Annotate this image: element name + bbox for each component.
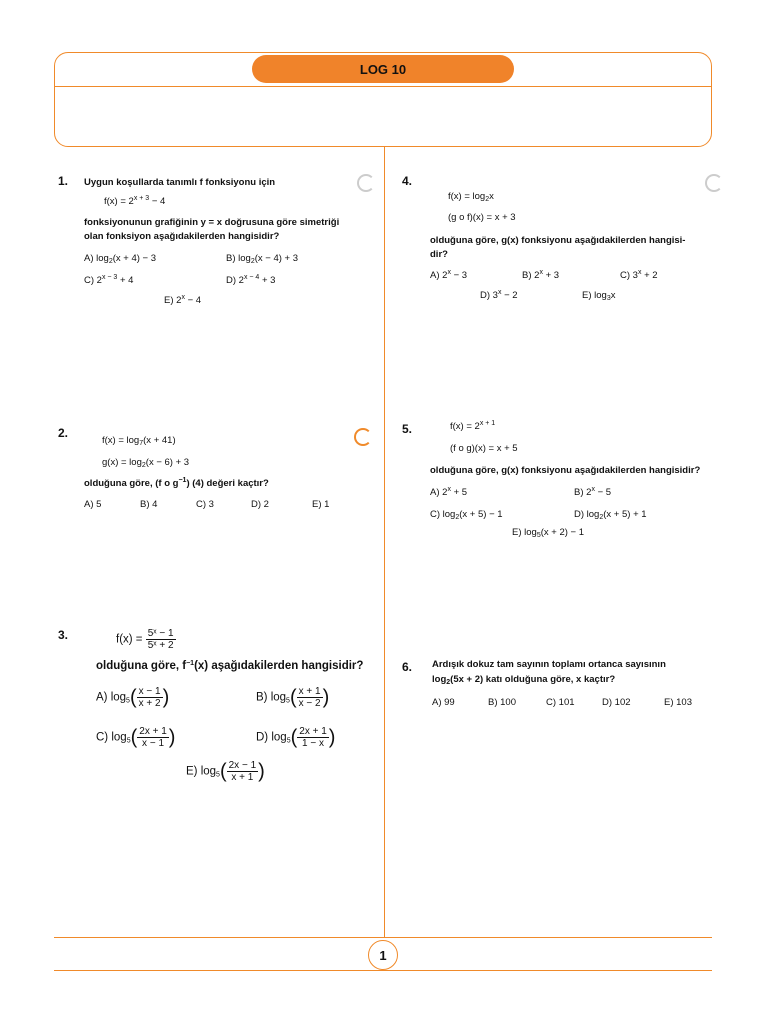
question-6-option-e[interactable]: E) 103 xyxy=(664,697,692,708)
question-6-option-d[interactable]: D) 102 xyxy=(602,697,631,708)
question-6 xyxy=(432,658,716,718)
question-1 xyxy=(84,176,374,316)
question-1-option-b[interactable]: B) $\log_2(x - 4) + 3$ xyxy=(226,253,299,265)
question-5-option-d[interactable]: D) $\log_2(x + 5) + 1$ xyxy=(574,509,647,521)
question-3-option-c[interactable]: C) $\log_5$( $\frac{2x + 1}{x - 1}$ ) xyxy=(96,726,176,749)
question-3-option-b[interactable]: B) $\log_5$( $\frac{x + 1}{x - 2}$ ) xyxy=(256,686,330,709)
question-4-option-b[interactable]: B) $2^x + 3$ xyxy=(522,269,560,281)
question-3-option-d[interactable]: D) $\log_5$( $\frac{2x + 1}{1 - x}$ ) xyxy=(256,726,336,749)
question-2-option-c[interactable]: C) 3 xyxy=(196,499,214,510)
question-5-option-c[interactable]: C) $\log_2(x + 5) - 1$ xyxy=(430,509,503,521)
question-1-function: $f(x) = 2^{x + 3} - 4$ xyxy=(104,195,166,207)
question-4-option-d[interactable]: D) $3^x - 2$ xyxy=(480,289,518,301)
question-4-text-line1: olduğuna göre, g(x) fonksiyonu aşağıdakilerden hangisi- xyxy=(430,235,686,246)
question-1-option-e[interactable]: E) $2^x - 4$ xyxy=(164,294,202,306)
question-1-option-c[interactable]: C) $2^{x - 3} + 4$ xyxy=(84,274,134,286)
question-2-function-f: $f(x) = \log_7(x + 41)$ xyxy=(102,435,176,447)
question-5-composition: (f o g)(x) = x + 5 xyxy=(450,443,518,454)
question-3-function-f: f(x) = $\frac{\text{5ˣ − 1}}{\text{5ˣ + 2}}$ xyxy=(116,628,174,651)
question-5-number: 5. xyxy=(402,422,413,436)
question-2-option-a[interactable]: A) 5 xyxy=(84,499,102,510)
question-6-number: 6. xyxy=(402,660,413,674)
column-divider xyxy=(384,147,385,937)
question-4-function-f: $f(x) = \log_2x$ xyxy=(448,191,494,203)
question-6-option-c[interactable]: C) 101 xyxy=(546,697,575,708)
question-5-option-e[interactable]: E) $\log_5(x + 2) - 1$ xyxy=(512,527,585,539)
question-1-text-line1: fonksiyonunun grafiğinin y = x doğrusuna göre simetriği xyxy=(84,217,340,228)
question-2-function-g: $g(x) = \log_2(x - 6) + 3$ xyxy=(102,457,190,469)
question-3-text: olduğuna göre, $f^{-1}(x)$ aşağıdakilerden hangisidir? xyxy=(96,660,364,672)
footer-divider-top xyxy=(54,937,712,938)
question-5-function-f: $f(x) = 2^{x + 1}$ xyxy=(450,420,496,432)
question-2 xyxy=(84,434,374,524)
question-6-text-line1: Ardışık dokuz tam sayının toplamı ortanca sayısının xyxy=(432,659,666,670)
question-3 xyxy=(96,628,380,782)
question-6-option-b[interactable]: B) 100 xyxy=(488,697,516,708)
question-5-text: olduğuna göre, g(x) fonksiyonu aşağıdakilerden hangisidir? xyxy=(430,465,701,476)
question-1-option-d[interactable]: D) $2^{x - 4} + 3$ xyxy=(226,274,276,286)
question-4-number: 4. xyxy=(402,174,413,188)
question-1-option-a[interactable]: A) $\log_2(x + 4) - 3$ xyxy=(84,253,157,265)
question-1-text-line2: olan fonksiyon aşağıdakilerden hangisidir? xyxy=(84,231,280,242)
question-4-option-e[interactable]: E) $\log_3x$ xyxy=(582,290,616,302)
question-6-text-line2: $\log_2(5x + 2)$ katı olduğuna göre, x kaçtır? xyxy=(432,674,616,686)
question-2-option-d[interactable]: D) 2 xyxy=(251,499,269,510)
question-6-option-a[interactable]: A) 99 xyxy=(432,697,455,708)
question-1-stem: Uygun koşullarda tanımlı f fonksiyonu için xyxy=(84,177,276,188)
question-3-option-e[interactable]: E) $\log_5$( $\frac{2x - 1}{x + 1}$ ) xyxy=(186,760,265,783)
question-2-option-e[interactable]: E) 1 xyxy=(312,499,330,510)
question-2-number: 2. xyxy=(58,426,69,440)
page-title: LOG 10 xyxy=(252,55,514,83)
question-3-number: 3. xyxy=(58,628,69,642)
question-1-number: 1. xyxy=(58,174,69,188)
question-4-option-c[interactable]: C) $3^x + 2$ xyxy=(620,269,658,281)
question-4-option-a[interactable]: A) $2^x - 3$ xyxy=(430,269,468,281)
page-number: 1 xyxy=(368,940,398,970)
header-divider xyxy=(54,86,712,87)
question-2-text: olduğuna göre, (f o $g^{-1}$) (4) değeri kaçtır? xyxy=(84,477,269,489)
question-4-text-line2: dir? xyxy=(430,249,448,260)
question-3-option-a[interactable]: A) $\log_5$( $\frac{x - 1}{x + 2}$ ) xyxy=(96,686,170,709)
footer-divider-bottom xyxy=(54,970,712,971)
question-5 xyxy=(430,420,720,540)
question-5-option-b[interactable]: B) $2^x - 5$ xyxy=(574,486,612,498)
question-5-option-a[interactable]: A) $2^x + 5$ xyxy=(430,486,468,498)
question-4 xyxy=(430,190,720,310)
question-4-composition: (g o f)(x) = x + 3 xyxy=(448,212,516,223)
question-2-option-b[interactable]: B) 4 xyxy=(140,499,158,510)
